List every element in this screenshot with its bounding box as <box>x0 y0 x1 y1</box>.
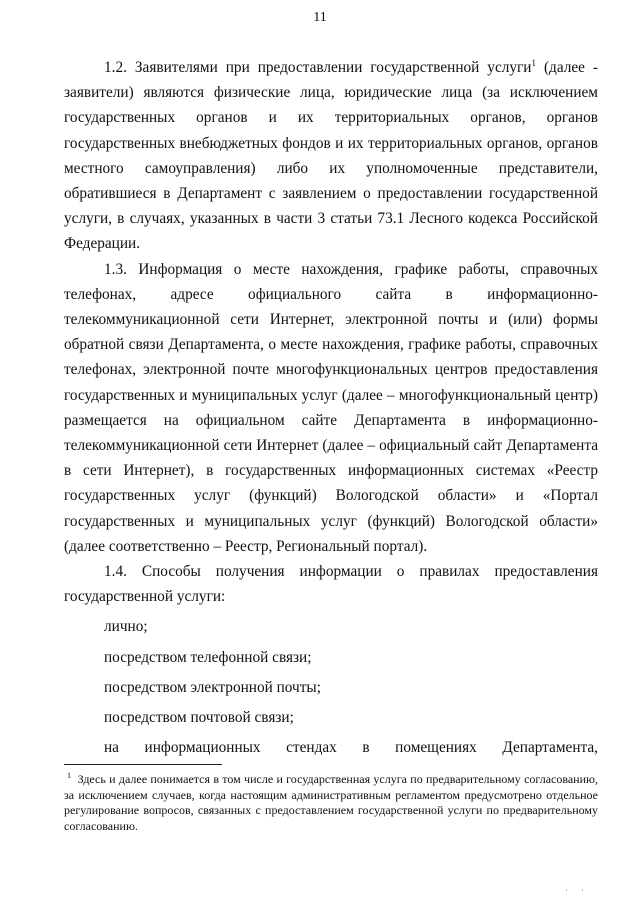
paragraph-1-2 <box>64 55 598 257</box>
footnote-mark: 1 <box>67 771 71 780</box>
footnote-divider <box>64 764 222 765</box>
list-item: посредством телефонной связи; <box>104 648 312 666</box>
list-item: посредством почтовой связи; <box>104 709 294 727</box>
paragraph-1-3: 1.3. Информация о месте нахождения, графике работы, справочных телефонах, адресе официального сайта в информационно-телекоммуникационной сети Интернет, электронной почты и (или) формы обратной связи Департамента, о месте нахождения, графике работы, справочных телефонах, электронной почте многофункциональных центров предоставления государственных и муниципальных услуг (далее – многофункциональный центр) размещается на официальном сайте Департамента в информационно-телекоммуникационной сети Интернет (далее – официальный сайт Департамента в сети Интернет), в государственных информационных системах «Реестр государственных услуг (функций) Вологодской области» и «Портал государственных и муниципальных услуг (функций) Вологодской области» (далее соответственно – Реестр, Региональный портал). <box>64 260 598 555</box>
document-body <box>64 55 598 760</box>
paragraph-1-2-rest: (далее - заявители) являются физические лица, юридические лица (за исключением государственных органов и их территориальных органов, органов государственных внебюджетных фондов и их территориальных органов, органов местного самоуправления) либо их уполномоченные представители, обратившиеся в Департамент с заявлением о предоставлении государственной услуги, в случаях, указанных в части 3 статьи 73.1 Лесного кодекса Российской Федерации. <box>64 59 598 253</box>
scan-marks: ' ' <box>566 888 589 897</box>
list-item: на информационных стендах в помещениях Департамента, <box>104 739 598 757</box>
footnote <box>64 772 598 834</box>
footnote-reference: 1 <box>531 57 536 68</box>
list-item: лично; <box>104 618 148 636</box>
paragraph-1-4: 1.4. Способы получения информации о правилах предоставления государственной услуги: <box>64 563 598 606</box>
footnote-text: Здесь и далее понимается в том числе и государственная услуга по предварительному согласованию, за исключением случаев, когда настоящим административным регламентом предусмотрено отдельное регулирование вопросов, связанных с предоставлением государственной услуги по предварительному согласованию. <box>64 772 598 833</box>
page-number: 11 <box>313 10 327 25</box>
paragraph-1-2-start: 1.2. Заявителями при предоставлении государственной услуги <box>104 59 532 76</box>
list-item: посредством электронной почты; <box>104 678 321 696</box>
